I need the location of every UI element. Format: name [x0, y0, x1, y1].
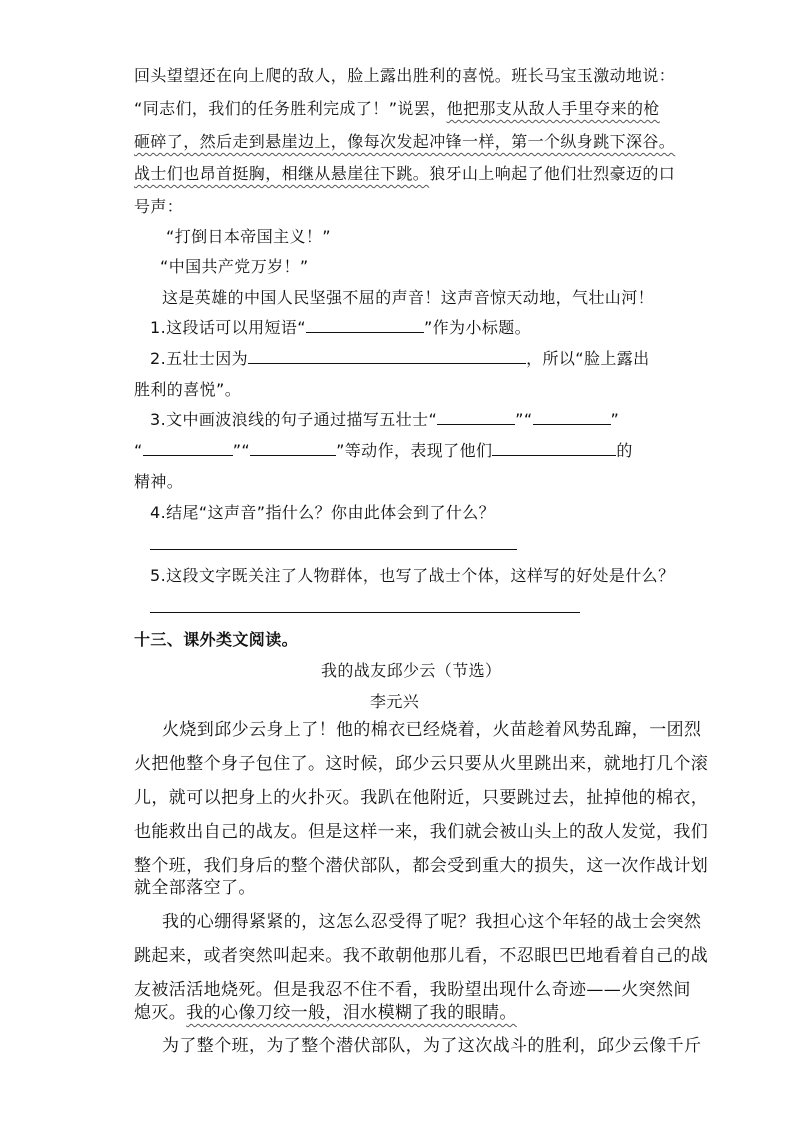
question-text: ”作为小标题。 — [423, 318, 532, 337]
wavy-underlined-sentence: 他把那支从敌人手里夺来的枪 — [446, 99, 660, 118]
answer-blank[interactable] — [250, 441, 336, 456]
article-author: 李元兴 — [370, 692, 420, 711]
question-4: 4.结尾“这声音”指什么？你由此体会到了什么？ — [150, 503, 496, 522]
answer-line[interactable] — [150, 549, 517, 550]
slogan: “打倒日本帝国主义！” — [166, 227, 331, 246]
slogan: “中国共产党万岁！” — [160, 257, 309, 276]
question-text: “ — [134, 441, 143, 460]
article-line: 跳起来，或者突然叫起来。我不敢朝他那儿看，不忍眼巴巴地看着自己的战 — [134, 946, 709, 966]
question-1 — [150, 318, 531, 338]
passage-line: 号声： — [134, 197, 184, 216]
answer-blank[interactable] — [492, 441, 616, 456]
article-line: 儿，就可以把身上的火扑灭。我趴在他附近，只要跳过去，扯掉他的棉衣， — [134, 788, 709, 808]
question-3 — [150, 410, 619, 430]
passage-line — [134, 164, 675, 184]
wavy-underlined-sentence: 我的心像刀绞一般，泪水模糊了我的眼睛。 — [186, 1003, 517, 1023]
article-title: 我的战友邱少云（节选） — [321, 661, 502, 680]
article-line: 整个班，我们身后的整个潜伏部队，都会受到重大的损失，这一次作战计划 — [134, 856, 709, 876]
question-3-cont: 精神。 — [134, 472, 184, 491]
question-text: 3.文中画波浪线的句子通过描写五壮士“ — [150, 410, 438, 429]
section-heading: 十三、课外类文阅读。 — [134, 630, 299, 649]
article-line: 友被活活地烧死。但是我忍不住不看，我盼望出现什么奇迹——火突然间 — [134, 980, 691, 1000]
question-text: ”“ — [232, 441, 251, 460]
passage-text: “同志们，我们的任务胜利完成了！”说罢， — [134, 99, 447, 118]
question-text: ”“ — [515, 410, 533, 429]
question-text: 的 — [616, 441, 633, 460]
passage-line: 这是英雄的中国人民坚强不屈的声音！这声音惊天动地，气壮山河！ — [162, 288, 655, 307]
article-line: 火烧到邱少云身上了！他的棉衣已经烧着，火苗趁着风势乱蹿，一团烈 — [162, 720, 702, 740]
article-line — [134, 1003, 517, 1023]
question-text: 1.这段话可以用短语“ — [150, 318, 306, 337]
question-text: ”等动作，表现了他们 — [336, 441, 493, 460]
article-line: 就全部落空了。 — [134, 878, 256, 898]
article-text: 熄灭。 — [134, 1003, 187, 1023]
question-5: 5.这段文字既关注了人物群体，也写了战士个体，这样写的好处是什么？ — [150, 566, 675, 585]
question-text: ” — [610, 410, 620, 429]
article-line: 为了整个班，为了整个潜伏部队，为了这次战斗的胜利，邱少云像千斤 — [162, 1036, 702, 1056]
passage-text: 狼牙山上响起了他们壮烈豪迈的口 — [429, 164, 676, 183]
answer-blank[interactable] — [143, 441, 233, 456]
question-text: 2.五壮士因为 — [150, 349, 249, 368]
answer-line[interactable] — [150, 612, 580, 613]
wavy-underlined-sentence: 战士们也昂首挺胸，相继从悬崖往下跳。 — [134, 164, 430, 183]
article-line: 也能救出自己的战友。但是这样一来，我们就会被山头上的敌人发觉，我们 — [134, 822, 709, 842]
question-text: ，所以“脸上露出 — [526, 349, 650, 368]
passage-line: 回头望望还在向上爬的敌人，脸上露出胜利的喜悦。班长马宝玉激动地说： — [134, 66, 676, 85]
answer-blank[interactable] — [248, 349, 526, 364]
answer-blank[interactable] — [306, 318, 424, 333]
wavy-underlined-sentence: 砸碎了，然后走到悬崖边上，像每次发起冲锋一样，第一个纵身跳下深谷。 — [134, 132, 676, 151]
article-line: 我的心绷得紧紧的，这怎么忍受得了呢？我担心这个年轻的战士会突然 — [162, 912, 702, 932]
answer-blank[interactable] — [437, 410, 515, 425]
passage-line — [134, 99, 660, 119]
question-2 — [150, 349, 650, 369]
article-line: 火把他整个身子包住了。这时候，邱少云只要从火里跳出来，就地打几个滚 — [134, 754, 709, 774]
answer-blank[interactable] — [533, 410, 611, 425]
question-3-cont — [134, 441, 633, 461]
question-2-cont: 胜利的喜悦”。 — [134, 380, 242, 399]
